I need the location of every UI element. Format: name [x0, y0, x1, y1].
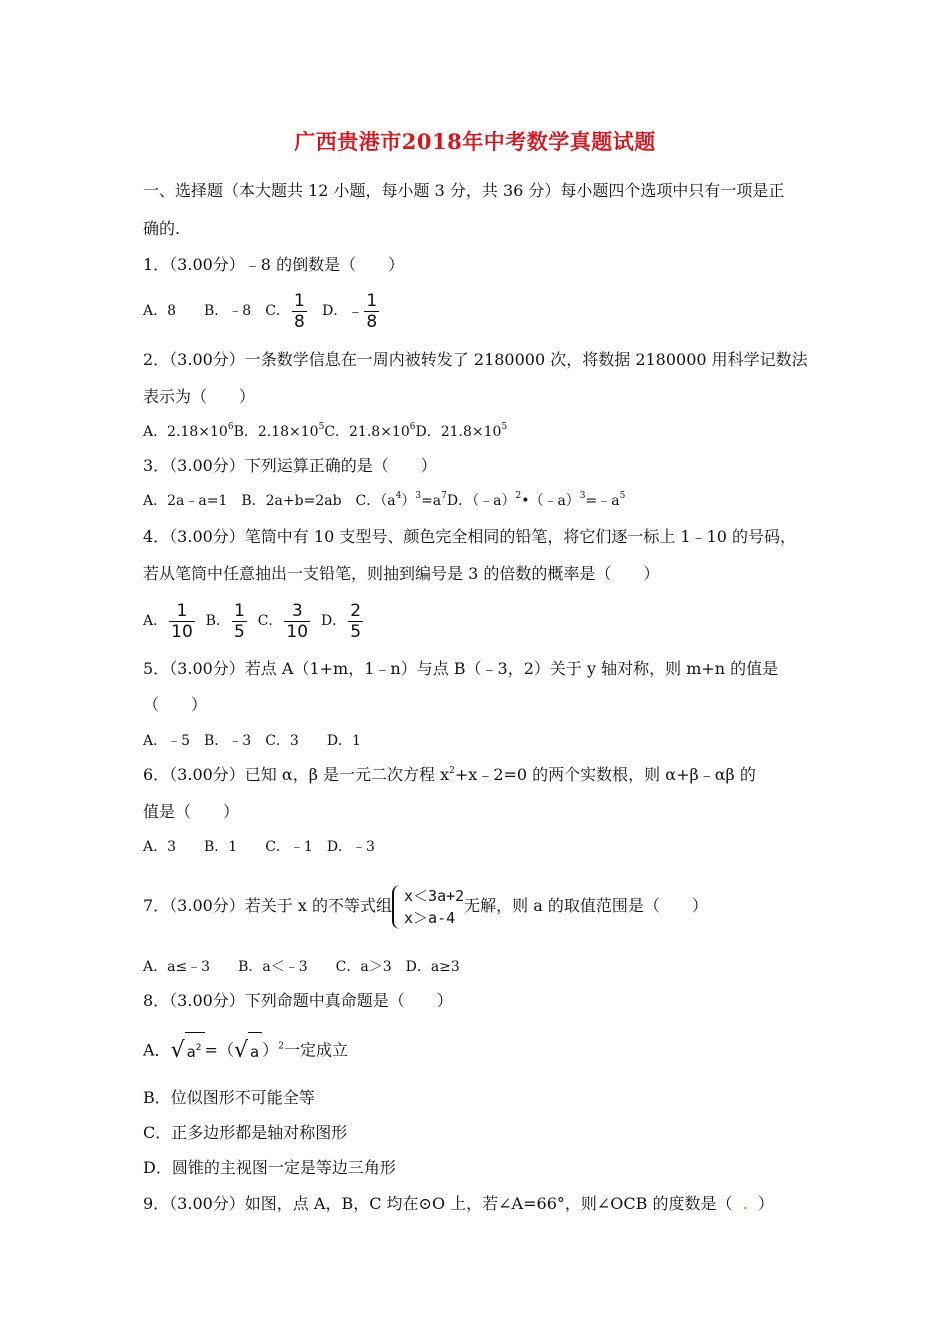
- q5-stem-line-2: （ ）: [143, 695, 208, 714]
- q8-option-a: [143, 1032, 348, 1070]
- q4-c-fraction: [284, 601, 310, 642]
- q3-d-exp-1: 2: [515, 491, 522, 501]
- q4-a-fraction: [169, 601, 195, 642]
- q7-stem-part-a: 7．（3.00分）若关于 x 的不等式组: [143, 896, 393, 915]
- q8-sqrt-a-squared: √ $a^2$: [171, 1032, 205, 1070]
- q1-stem: 1．（3.00分）﹣8 的倒数是（ ）: [143, 255, 405, 274]
- q8-rad1-base: a: [186, 1043, 196, 1061]
- q4-stem-line-2: 若从笔筒中任意抽出一支铅笔，则抽到编号是 3 的倍数的概率是（ ）: [143, 564, 660, 583]
- q2-b-exponent: 5: [318, 422, 325, 432]
- q1-c-denominator: 8: [293, 311, 305, 332]
- q2-option-a: A．2.18×10: [143, 424, 228, 440]
- q8-a-exponent: 2: [278, 1041, 284, 1052]
- q4-d-denominator: 5: [350, 621, 362, 642]
- q6-stem-line-1: [143, 764, 756, 786]
- q4-options: [143, 600, 365, 642]
- q5-stem-line-1: 5．（3.00分）若点 A（1+m，1﹣n）与点 B（﹣3，2）关于 y 轴对称，则 m+n 的值是: [143, 659, 779, 678]
- q1-d-numerator: 1: [366, 290, 378, 311]
- q9-stem: [143, 1193, 774, 1215]
- q8-option-d: D．圆锥的主视图一定是等边三角形: [143, 1158, 396, 1177]
- q7-brace: [392, 885, 402, 929]
- q4-b-fraction: [232, 601, 247, 642]
- q7-inequality-system: [392, 885, 464, 929]
- q4-d-fraction: [348, 601, 363, 642]
- q2-option-c: C．21.8×10: [324, 424, 410, 440]
- q8-a-equals: =（: [204, 1040, 234, 1060]
- q2-d-exponent: 5: [501, 422, 508, 432]
- q1-c-numerator: 1: [293, 290, 305, 311]
- q1-d-denominator: 8: [366, 311, 378, 332]
- q4-d-label: D．: [320, 613, 347, 629]
- q3-c-end: =a: [421, 493, 442, 509]
- q3-c-mid: ）: [401, 493, 416, 509]
- q5-options: A．﹣5 B．﹣3 C．3 D．1: [143, 733, 361, 749]
- q1-d-sign: ﹣: [347, 301, 364, 320]
- q6-stem-part-b: +x﹣2=0 的两个实数根，则 α+β﹣αβ 的: [454, 765, 756, 784]
- q4-a-label: A．: [143, 613, 168, 629]
- q3-d-exp-2: 3: [579, 491, 586, 501]
- q1-option-c-fraction: [292, 291, 307, 332]
- q8-sqrt-a: √ a: [234, 1032, 262, 1070]
- q3-d-exp-3: 5: [619, 491, 626, 501]
- q8-rad1-exponent: 2: [195, 1043, 202, 1053]
- q3-d-end: =﹣a: [585, 493, 620, 509]
- q1-options-ab: A．8 B．﹣8 C．: [143, 303, 290, 319]
- q2-stem-line-1: 2．（3.00分）一条数学信息在一周内被转发了 2180000 次，将数据 2180000 用科学记数法: [143, 350, 808, 369]
- q6-options: A．3 B．1 C．﹣1 D．﹣3: [143, 839, 375, 855]
- q8-option-b: B．位似图形不可能全等: [143, 1088, 315, 1107]
- q6-stem-part-a: 6．（3.00分）已知 α，β 是一元二次方程 x: [143, 765, 450, 784]
- section-heading-line-2: 确的.: [143, 219, 181, 238]
- q4-b-numerator: 1: [233, 600, 245, 621]
- q7-stem: [143, 876, 708, 936]
- q2-c-exponent: 6: [409, 422, 416, 432]
- q9-dot: .: [742, 1194, 748, 1213]
- q3-option-d: D．（﹣a）: [446, 493, 516, 509]
- q4-c-denominator: 10: [286, 621, 309, 642]
- q1-option-d-fraction: [364, 291, 379, 332]
- q4-a-denominator: 10: [171, 621, 193, 642]
- q8-option-c: C．正多边形都是轴对称图形: [143, 1123, 348, 1142]
- q2-a-exponent: 6: [227, 422, 234, 432]
- q2-options: [143, 421, 507, 443]
- q3-c-exp-1: 4: [395, 491, 402, 501]
- q3-options-abc: A．2a﹣a=1 B．2a+b=2ab C．（a: [143, 493, 396, 509]
- q7-inequality-1: x＜3a+2: [404, 886, 465, 905]
- q4-stem-line-1: 4．（3.00分）笔筒中有 10 支型号、颜色完全相同的铅笔，将它们逐一标上 1﹣10 的号码，: [143, 527, 797, 546]
- q7-inequality-2: x＞a-4: [404, 908, 456, 927]
- page-title: 广西贵港市2018年中考数学真题试题: [294, 129, 656, 154]
- q4-a-numerator: 1: [169, 601, 195, 622]
- q1-options: [143, 290, 381, 332]
- q2-stem-line-2: 表示为（ ）: [143, 387, 256, 406]
- q1-option-d-label: D．: [322, 303, 348, 319]
- q3-stem: 3．（3.00分）下列运算正确的是（ ）: [143, 456, 437, 475]
- q2-option-d: D．21.8×10: [415, 424, 502, 440]
- q8-a-label: A．: [143, 1040, 171, 1060]
- q9-close: ）: [757, 1194, 774, 1213]
- q7-stem-part-b: 无解，则 a 的取值范围是（ ）: [464, 896, 708, 915]
- q8-stem: 8．（3.00分）下列命题中真命题是（ ）: [143, 991, 453, 1010]
- q4-d-numerator: 2: [350, 600, 362, 621]
- q3-c-exp-2: 3: [415, 491, 422, 501]
- q6-stem-line-2: 值是（ ）: [143, 802, 240, 821]
- q6-x-exponent: 2: [449, 766, 455, 776]
- q8-rad2-base: a: [248, 1032, 262, 1070]
- q3-d-mid: •（﹣a）: [521, 493, 580, 509]
- q3-c-exp-3: 7: [441, 491, 447, 501]
- q8-a-text: 一定成立: [283, 1040, 348, 1060]
- q4-b-denominator: 5: [233, 621, 245, 642]
- q8-a-close: ）: [262, 1040, 279, 1060]
- q4-c-numerator: 3: [284, 601, 310, 622]
- q7-options: A．a≤﹣3 B．a＜﹣3 C．a＞3 D．a≥3: [143, 959, 460, 975]
- q4-c-label: C．: [257, 613, 283, 629]
- q4-b-label: B．: [205, 613, 230, 629]
- q3-options: [143, 490, 625, 512]
- section-heading-line-1: 一、选择题（本大题共 12 小题，每小题 3 分，共 36 分）每小题四个选项中只有一项是正: [143, 181, 785, 200]
- q2-option-b: B．2.18×10: [233, 424, 319, 440]
- q9-stem-text: 9．（3.00分）如图，点 A，B，C 均在⊙O 上，若∠A=66°，则∠OCB 的度数是（: [143, 1194, 733, 1213]
